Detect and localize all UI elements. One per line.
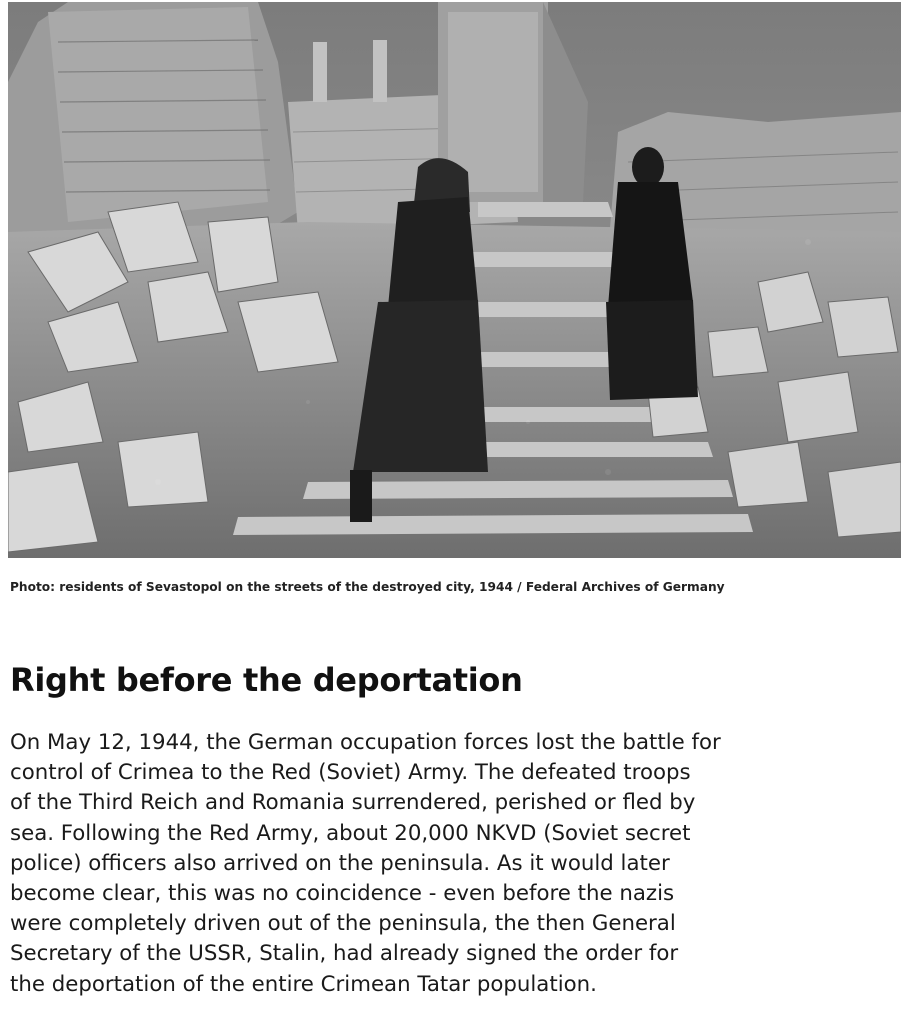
paragraph-line: control of Crimea to the Red (Soviet) Army. The defeated troops — [10, 760, 691, 786]
paragraph-line: Secretary of the USSR, Stalin, had already signed the order for — [10, 941, 679, 967]
paragraph-line: of the Third Reich and Romania surrendered, perished or fled by — [10, 790, 696, 816]
paragraph-line: police) officers also arrived on the peninsula. As it would later — [10, 850, 670, 876]
section-heading: Right before the deportation — [10, 661, 523, 699]
paragraph-line: sea. Following the Red Army, about 20,000 NKVD (Soviet secret — [10, 820, 691, 846]
photo-caption: Photo: residents of Sevastopol on the streets of the destroyed city, 1944 / Federal Archives of Germany — [10, 580, 725, 594]
article-photo — [8, 2, 901, 558]
article-paragraph — [10, 728, 910, 1000]
paragraph-line: were completely driven out of the peninsula, the then General — [10, 911, 676, 937]
paragraph-line: become clear, this was no coincidence - even before the nazis — [10, 881, 675, 907]
photo-ruins-illustration — [8, 2, 901, 558]
paragraph-line: On May 12, 1944, the German occupation forces lost the battle for — [10, 730, 721, 755]
paragraph-line: the deportation of the entire Crimean Tatar population. — [10, 971, 597, 997]
